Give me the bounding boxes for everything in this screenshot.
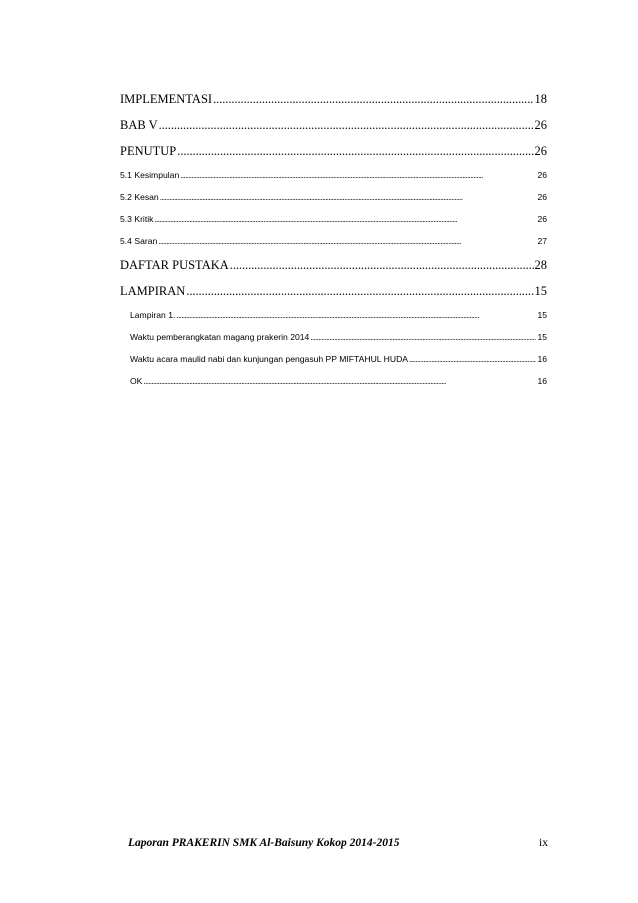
toc-entry-kesan[interactable]	[120, 186, 547, 208]
toc-entry-lampiran[interactable]	[120, 278, 547, 304]
table-of-contents	[120, 86, 547, 392]
toc-entry-waktu-acara-maulid[interactable]	[120, 348, 547, 370]
page-footer	[128, 837, 548, 849]
toc-entry-page: 28	[534, 258, 547, 272]
toc-entry-page: 16	[537, 354, 547, 364]
dot-leader	[158, 230, 536, 252]
dot-leader	[177, 138, 533, 164]
footer-page-number: ix	[539, 837, 548, 849]
toc-entry-label: Lampiran 1.	[130, 310, 176, 320]
toc-entry-label: LAMPIRAN	[120, 284, 186, 298]
toc-entry-page: 27	[537, 236, 547, 246]
toc-entry-penutup[interactable]	[120, 138, 547, 164]
dot-leader	[143, 370, 536, 392]
dot-leader	[176, 304, 536, 326]
toc-entry-page: 26	[534, 118, 547, 132]
toc-entry-label: PENUTUP	[120, 144, 177, 158]
toc-entry-kesimpulan[interactable]	[120, 164, 547, 186]
toc-entry-page: 15	[537, 332, 547, 342]
toc-entry-page: 26	[537, 170, 547, 180]
toc-entry-page: 26	[537, 192, 547, 202]
toc-entry-label: 5.4 Saran	[120, 236, 158, 246]
toc-entry-page: 15	[537, 310, 547, 320]
dot-leader	[409, 348, 536, 370]
toc-entry-page: 26	[537, 214, 547, 224]
dot-leader	[160, 186, 537, 208]
toc-entry-label: DAFTAR PUSTAKA	[120, 258, 229, 272]
toc-entry-label: IMPLEMENTASI	[120, 92, 213, 106]
toc-entry-page: 16	[537, 376, 547, 386]
toc-entry-page: 26	[534, 144, 547, 158]
dot-leader	[310, 326, 536, 348]
dot-leader	[154, 208, 536, 230]
toc-entry-kritik[interactable]	[120, 208, 547, 230]
toc-entry-saran[interactable]	[120, 230, 547, 252]
toc-entry-label: Waktu pemberangkatan magang prakerin 2014	[130, 332, 310, 342]
dot-leader	[186, 278, 533, 304]
toc-entry-ok[interactable]	[120, 370, 547, 392]
dot-leader	[159, 112, 534, 138]
toc-entry-label: 5.1 Kesimpulan	[120, 170, 180, 180]
toc-entry-page: 15	[534, 284, 547, 298]
toc-entry-lampiran-1[interactable]	[120, 304, 547, 326]
toc-entry-label: 5.3 Kritik	[120, 214, 154, 224]
toc-entry-page: 18	[534, 92, 547, 106]
toc-entry-waktu-pemberangkatan[interactable]	[120, 326, 547, 348]
dot-leader	[230, 252, 534, 278]
dot-leader	[213, 86, 533, 112]
toc-entry-bab-v[interactable]	[120, 112, 547, 138]
toc-entry-label: Waktu acara maulid nabi dan kunjungan pengasuh PP MIFTAHUL HUDA	[130, 354, 409, 364]
toc-entry-label: 5.2 Kesan	[120, 192, 159, 202]
footer-title: Laporan PRAKERIN SMK Al-Baisuny Kokop 2014-2015	[128, 837, 400, 849]
toc-entry-label: OK	[130, 376, 143, 386]
toc-entry-implementasi[interactable]	[120, 86, 547, 112]
dot-leader	[180, 164, 536, 186]
toc-entry-daftar-pustaka[interactable]	[120, 252, 547, 278]
toc-entry-label: BAB V	[120, 118, 158, 132]
